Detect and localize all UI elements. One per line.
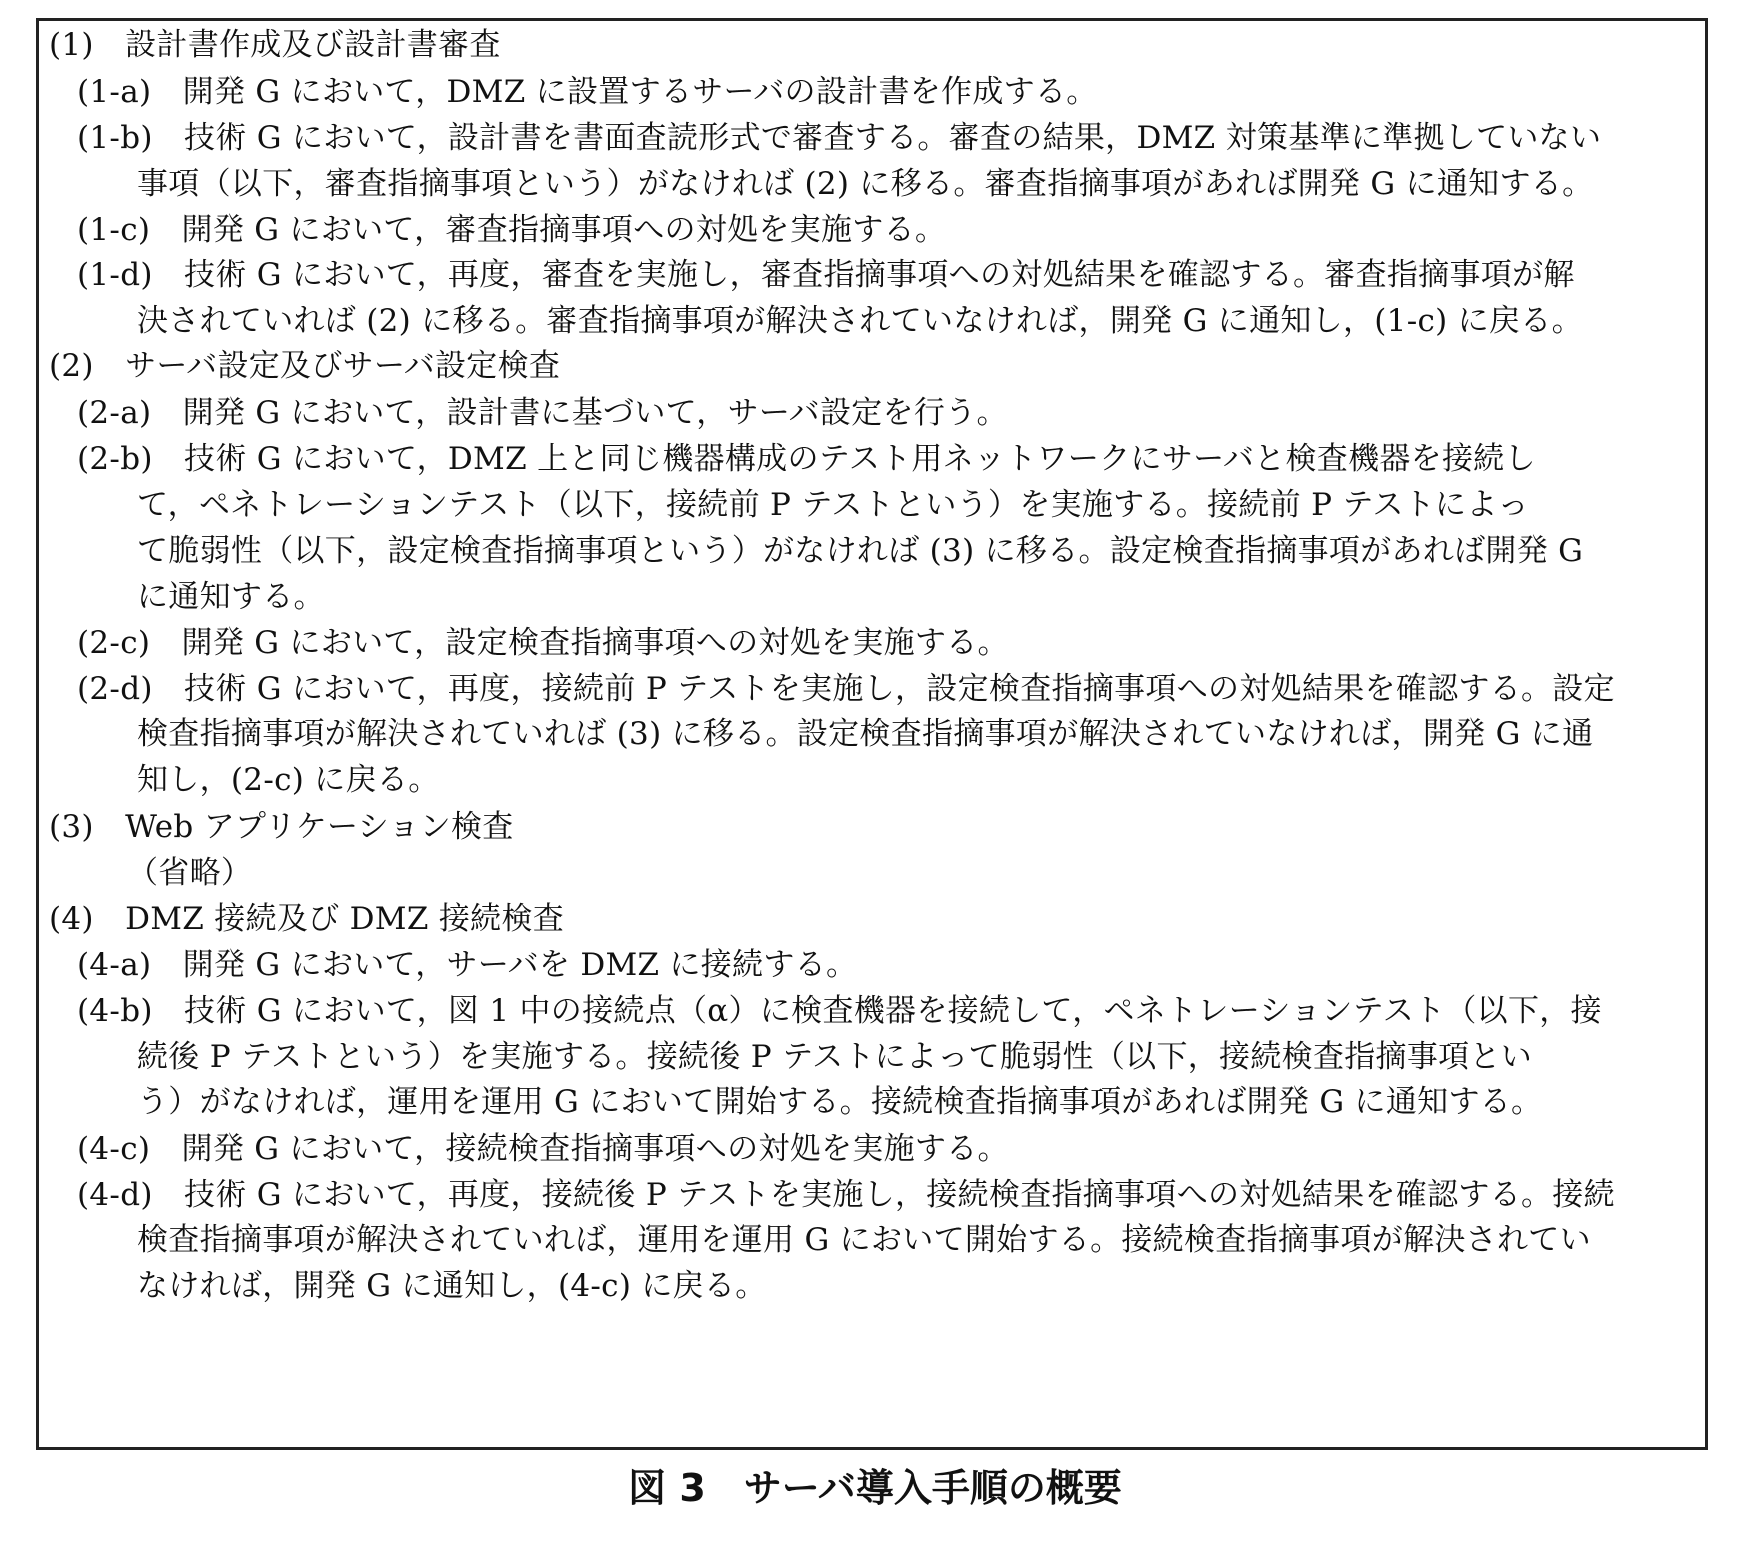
item-1b-line-1: (1-b) 技術 G において，設計書を書面査読形式で審査する。審査の結果，DMZ 対策基準に準拠していない [77, 120, 1602, 156]
item-4b-line-1: (4-b) 技術 G において，図 1 中の接続点（α）に検査機器を接続して，ペネトレーションテスト（以下，接 [77, 993, 1602, 1029]
section-1-heading: (1) 設計書作成及び設計書審査 [49, 27, 501, 63]
figure-caption: 図 3 サーバ導入手順の概要 [628, 1466, 1122, 1510]
section-4-heading: (4) DMZ 接続及び DMZ 接続検査 [49, 901, 565, 937]
item-4a: (4-a) 開発 G において，サーバを DMZ に接続する。 [77, 947, 858, 983]
item-2b-line-2: て，ペネトレーションテスト（以下，接続前 P テストという）を実施する。接続前 P テストによっ [137, 487, 1529, 523]
item-2d-line-1: (2-d) 技術 G において，再度，接続前 P テストを実施し，設定検査指摘事項への対処結果を確認する。設定 [77, 671, 1615, 707]
item-1c: (1-c) 開発 G において，審査指摘事項への対処を実施する。 [77, 212, 947, 248]
item-1a: (1-a) 開発 G において，DMZ に設置するサーバの設計書を作成する。 [77, 74, 1098, 110]
section-2-heading: (2) サーバ設定及びサーバ設定検査 [49, 348, 561, 384]
item-4d-line-2: 検査指摘事項が解決されていれば，運用を運用 G において開始する。接続検査指摘事項が解決されてい [137, 1222, 1591, 1258]
item-2b-line-1: (2-b) 技術 G において，DMZ 上と同じ機器構成のテスト用ネットワークにサーバと検査機器を接続し [77, 441, 1536, 477]
item-4d-line-1: (4-d) 技術 G において，再度，接続後 P テストを実施し，接続検査指摘事項への対処結果を確認する。接続 [77, 1177, 1615, 1213]
figure-box [36, 18, 1708, 1450]
item-1d-line-2: 決されていれば (2) に移る。審査指摘事項が解決されていなければ，開発 G に通知し，(1-c) に戻る。 [137, 303, 1583, 339]
item-2d-line-2: 検査指摘事項が解決されていれば (3) に移る。設定検査指摘事項が解決されていなければ，開発 G に通 [137, 716, 1594, 752]
section-3-heading: (3) Web アプリケーション検査 [49, 809, 514, 845]
item-4d-line-3: なければ，開発 G に通知し，(4-c) に戻る。 [137, 1268, 767, 1304]
section-3-omitted: （省略） [127, 855, 253, 891]
item-2b-line-3: て脆弱性（以下，設定検査指摘事項という）がなければ (3) に移る。設定検査指摘事項があれば開発 G [137, 533, 1584, 569]
item-2d-line-3: 知し，(2-c) に戻る。 [137, 762, 440, 798]
item-2a: (2-a) 開発 G において，設計書に基づいて，サーバ設定を行う。 [77, 395, 1008, 431]
item-1d-line-1: (1-d) 技術 G において，再度，審査を実施し，審査指摘事項への対処結果を確認する。審査指摘事項が解 [77, 257, 1575, 293]
item-4b-line-2: 続後 P テストという）を実施する。接続後 P テストによって脆弱性（以下，接続検査指摘事項とい [137, 1039, 1533, 1075]
item-2c: (2-c) 開発 G において，設定検査指摘事項への対処を実施する。 [77, 625, 1009, 661]
item-4c: (4-c) 開発 G において，接続検査指摘事項への対処を実施する。 [77, 1131, 1009, 1167]
item-1b-line-2: 事項（以下，審査指摘事項という）がなければ (2) に移る。審査指摘事項があれば開発 G に通知する。 [137, 166, 1594, 202]
item-4b-line-3: う）がなければ，運用を運用 G において開始する。接続検査指摘事項があれば開発 G に通知する。 [137, 1084, 1543, 1120]
item-2b-line-4: に通知する。 [137, 579, 325, 615]
